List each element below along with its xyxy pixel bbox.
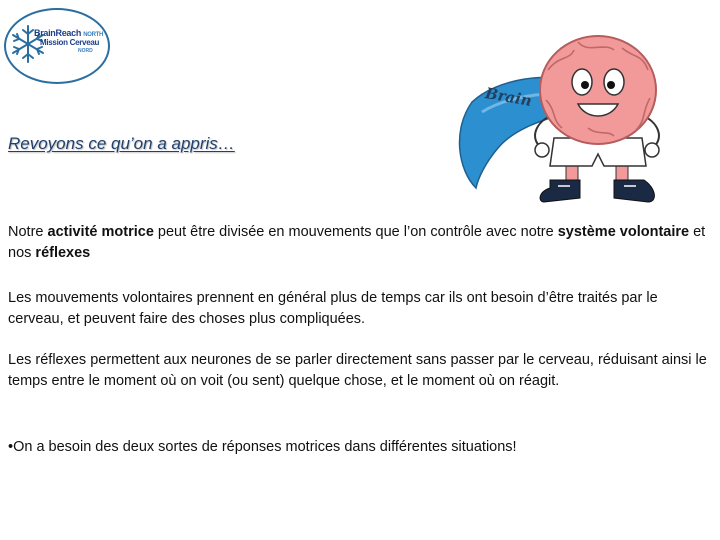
logo-line2: Mission Cerveau xyxy=(40,38,100,47)
logo-line3: NORD xyxy=(78,48,93,54)
brain-mascot-illustration xyxy=(438,20,694,220)
term-systeme-volontaire: système volontaire xyxy=(557,224,690,240)
bullet-both-responses: •On a besoin des deux sortes de réponses motrices dans différentes situations! xyxy=(8,439,517,455)
brainreach-logo xyxy=(4,6,108,82)
paragraph-reflexes: Les réflexes permettent aux neurones de se parler directement sans passer par le cerveau, réduisant ainsi le temps entre le moment où on voit (ou sent) quelque chose, et le moment où on réagit. xyxy=(8,352,707,389)
mascot-cape-word: Brain xyxy=(483,84,534,110)
logo-line1: BrainReach NORTH xyxy=(34,28,104,38)
paragraph-motor-activity: Notre activité motrice peut être divisée en mouvements que l’on contrôle avec notre système volontaire et nos réflexes xyxy=(8,224,706,261)
paragraph-voluntary-movements: Les mouvements volontaires prennent en général plus de temps car ils ont besoin d’être traités par le cerveau, et peuvent faire des choses plus compliquées. xyxy=(8,290,658,327)
slide-title: Revoyons ce qu’on a appris… xyxy=(8,134,235,153)
term-activite-motrice: activité motrice xyxy=(47,224,154,240)
term-reflexes: réflexes xyxy=(35,245,91,261)
